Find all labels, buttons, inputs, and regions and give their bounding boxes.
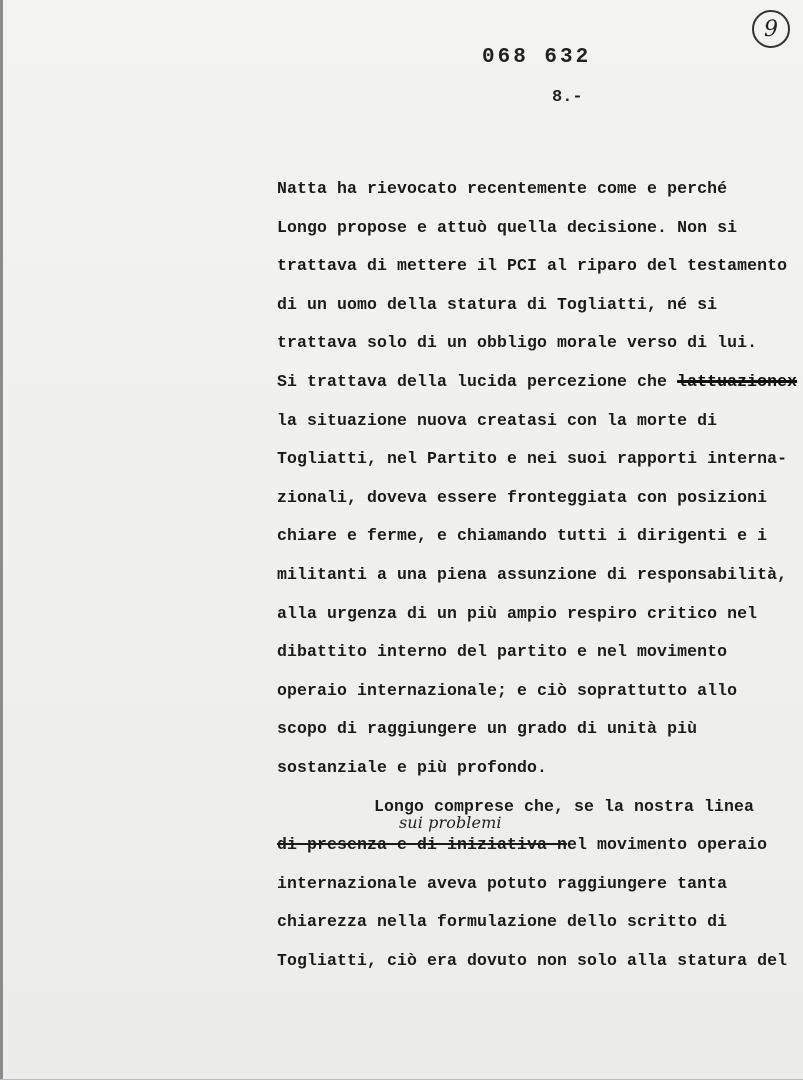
text-line: dibattito interno del partito e nel movimento (277, 642, 728, 662)
text-line: di un uomo della statura di Togliatti, né si (277, 294, 718, 314)
text-segment: el movimento operaio (567, 835, 768, 855)
text-line: trattava di mettere il PCI al riparo del testamento (277, 256, 788, 276)
annotated-line (277, 813, 797, 865)
text-line: operaio internazionale; e ciò soprattutto allo (277, 680, 738, 700)
page-number: 8.- (552, 88, 583, 107)
text-line: chiare e ferme, e chiamando tutti i dirigenti e i (277, 526, 768, 546)
text-line: la situazione nuova creatasi con la morte di (277, 410, 718, 430)
text-line: internazionale aveva potuto raggiungere tanta (277, 873, 728, 893)
text-line: scopo di raggiungere un grado di unità più (277, 719, 698, 739)
text-line: zionali, doveva essere fronteggiata con posizioni (277, 487, 768, 507)
text-line: Longo comprese che, se la nostra linea (374, 796, 755, 816)
text-line (277, 363, 797, 402)
struck-phrase: di presenza e di iniziativa n (277, 835, 568, 855)
text-line: Longo propose e attuò quella decisione. Non si (277, 217, 738, 237)
struck-word: lattuazionex (677, 371, 798, 391)
text-line: Natta ha rievocato recentemente come e perché (277, 179, 728, 198)
text-line: Togliatti, ciò era dovuto non solo alla statura del (277, 950, 788, 970)
text-line: militanti a una piena assunzione di responsabilità, (277, 564, 788, 584)
text-line: alla urgenza di un più ampio respiro critico nel (277, 603, 758, 623)
text-line: Togliatti, nel Partito e nei suoi rapporti interna- (277, 449, 788, 469)
text-line: trattava solo di un obbligo morale verso di lui. (277, 333, 758, 353)
circled-page-number: 9 (752, 10, 790, 48)
text-segment: Si trattava della lucida percezione che (277, 371, 678, 391)
handwritten-insert: sui problemi (399, 813, 502, 833)
text-line: chiarezza nella formulazione dello scritto di (277, 912, 728, 932)
document-number: 068 632 (482, 46, 592, 69)
body-text (277, 170, 797, 980)
text-line: sostanziale e più profondo. (277, 757, 548, 777)
